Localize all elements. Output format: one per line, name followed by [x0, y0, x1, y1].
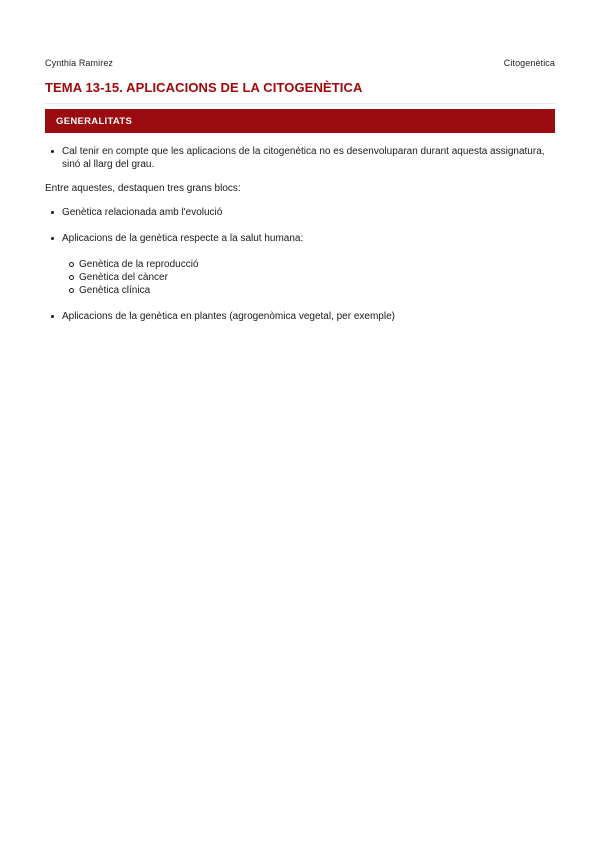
list-item-text: Aplicacions de la genètica respecte a la salut humana:: [62, 233, 304, 244]
document-title: TEMA 13-15. APLICACIONS DE LA CITOGENÈTICA: [45, 80, 363, 95]
header-author: Cynthia Ramirez: [45, 58, 114, 68]
sub-list-item-text: Genètica del càncer: [79, 272, 168, 283]
sub-list: [45, 258, 555, 297]
list-item: [45, 232, 555, 245]
bullet-icon: [51, 237, 54, 240]
circle-bullet-icon: [69, 262, 74, 267]
section-heading: GENERALITATS: [56, 115, 133, 127]
list-item-text: Aplicacions de la genètica en plantes (agrogenòmica vegetal, per exemple): [62, 311, 395, 322]
sub-list-item: [45, 258, 555, 271]
blocks-list: [45, 206, 555, 245]
list-item-text: Genètica relacionada amb l'evolució: [62, 207, 223, 218]
sub-list-item: [45, 284, 555, 297]
circle-bullet-icon: [69, 275, 74, 280]
sub-list-item: [45, 271, 555, 284]
bullet-icon: [51, 211, 54, 214]
sub-list-item-text: Genètica clínica: [79, 285, 151, 296]
list-item-text: Cal tenir en compte que les aplicacions de la citogenètica no es desenvoluparan durant aquesta assignatura, sinó al llarg del grau.: [62, 146, 545, 170]
section-heading-bar: [45, 109, 555, 133]
page-header: [45, 58, 555, 68]
bullet-icon: [51, 315, 54, 318]
list-item: [45, 206, 555, 219]
list-item: [45, 310, 555, 323]
blocks-list-continued: [45, 310, 555, 323]
section-content: [45, 145, 555, 323]
title-divider: [45, 103, 555, 104]
intro-list: [45, 145, 555, 171]
circle-bullet-icon: [69, 288, 74, 293]
sub-list-item-text: Genètica de la reproducció: [79, 259, 199, 270]
list-item: [45, 145, 555, 171]
paragraph: Entre aquestes, destaquen tres grans blocs:: [45, 183, 241, 194]
bullet-icon: [51, 150, 54, 153]
header-subject: Citogenètica: [503, 58, 555, 68]
